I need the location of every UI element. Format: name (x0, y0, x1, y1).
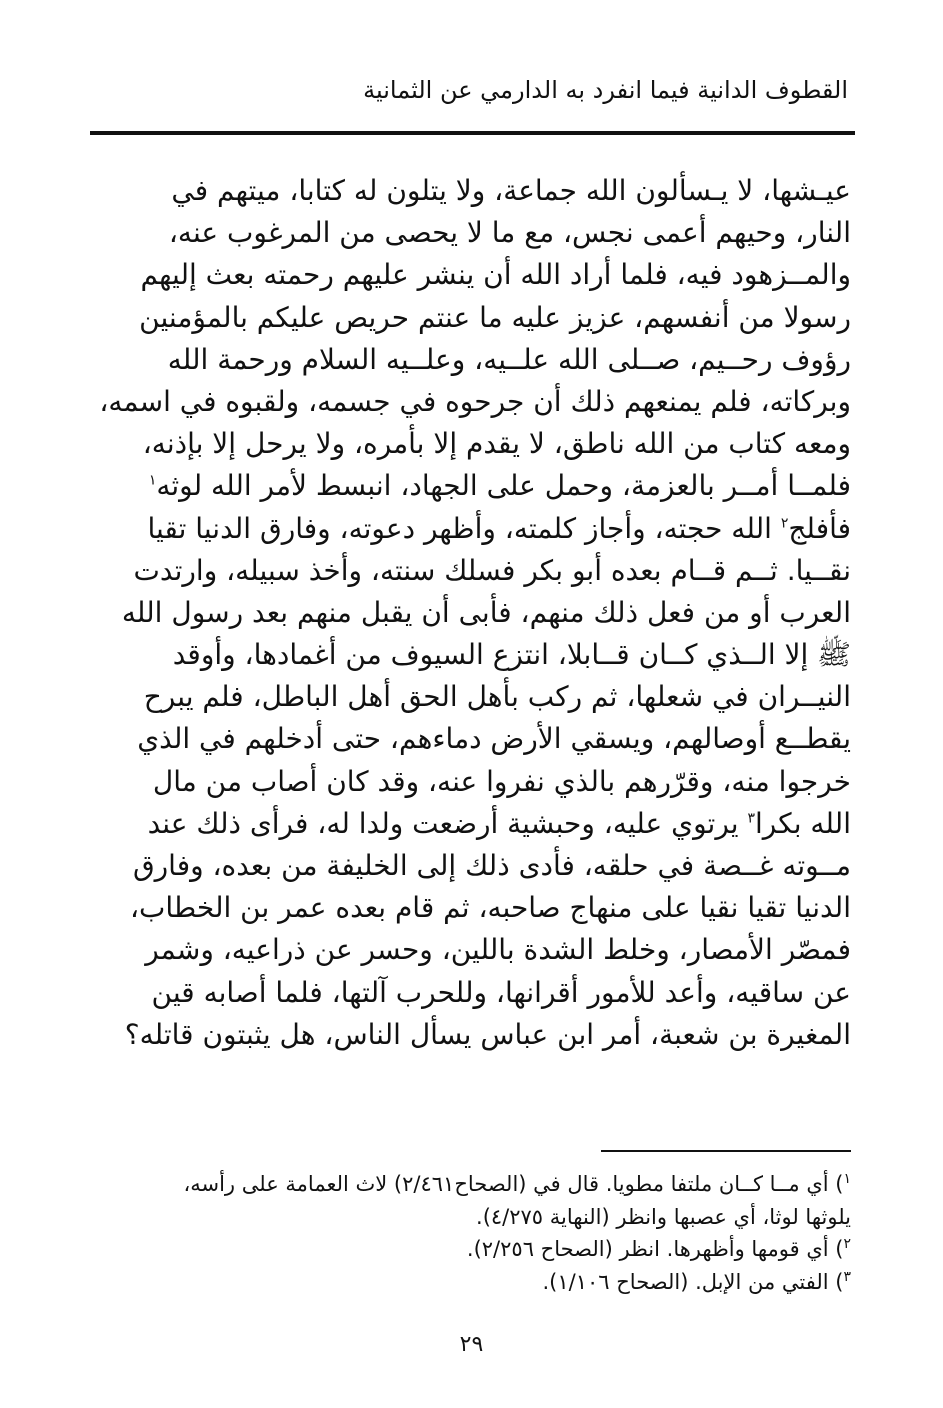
footnote-ref-2[interactable]: ٢ (780, 515, 789, 532)
body-line: عن ساقيه، وأعد للأمور أقرانها، وللحرب آلتها، فلما أصابه قين (151, 975, 851, 1009)
body-line: الله بكرا$^٣$ يرتوي عليه، وحبشية أرضعت ولدا له، فرأى ذلك عند (147, 806, 851, 840)
body-line: فأفلج$^٢$ الله حجته، وأجاز كلمته، وأظهر دعوته، وفارق الدنيا تقيا (147, 511, 851, 545)
footnote-1-continued: يلوثها لوثا، أي عصبها وانظر (النهاية ٤/٢٧٥). (476, 1204, 851, 1229)
footnote-3: $^٣$) الفتي من الإبل. (الصحاح ١/١٠٦). (542, 1268, 851, 1294)
footnote-marker-3: ٣ (843, 1268, 851, 1285)
body-line: يقطــع أوصالهم، ويسقي الأرض دماءهم، حتى أدخلهم في الذي (137, 722, 851, 756)
footnote-rule (601, 1150, 851, 1152)
header-rule (90, 131, 855, 135)
body-line: والمــزهود فيه، فلما أراد الله أن ينشر عليهم رحمته بعث إليهم (140, 258, 851, 292)
footnotes (89, 1168, 851, 1298)
body-line: وبركاته، فلم يمنعهم ذلك أن جرحوه في جسمه، ولقبوه في اسمه، (99, 384, 851, 418)
body-line: رسولا من أنفسهم، عزيز عليه ما عنتم حريص عليكم بالمؤمنين (139, 300, 851, 334)
body-line: عيـشها، لا يـسألون الله جماعة، ولا يتلون له كتابا، ميتهم في (171, 174, 851, 207)
body-line: مــوته غــصة في حلقه، فأدى ذلك إلى الخليفة من بعده، وفارق (132, 849, 851, 882)
footnote-ref-1[interactable]: ١ (148, 472, 157, 489)
body-line: العرب أو من فعل ذلك منهم، فأبى أن يقبل منهم بعد رسول الله (121, 595, 851, 629)
body-line: ومعه كتاب من الله ناطق، لا يقدم إلا بأمره، ولا يرحل إلا بإذنه، (142, 427, 851, 461)
body-line: الدنيا تقيا نقيا على منهاج صاحبه، ثم قام بعده عمر بن الخطاب، (129, 891, 851, 925)
footnote-ref-3[interactable]: ٣ (747, 810, 756, 827)
body-line: نقــيا. ثــم قــام بعده أبو بكر فسلك سنته، وأخذ سبيله، وارتدت (133, 553, 851, 587)
footnote-2: $^٢$) أي قومها وأظهرها. انظر (الصحاح ٢/٢٥٦). (466, 1236, 851, 1261)
book-title: القطوف الدانية فيما انفرد به الدارمي عن الثمانية (363, 76, 848, 104)
running-header (88, 70, 848, 110)
body-line: النيــران في شعلها، ثم ركب بأهل الحق أهل الباطل، فلم يبرح (143, 680, 851, 714)
body-line: فمصّر الأمصار، وخلط الشدة باللين، وحسر عن ذراعيه، وشمر (145, 933, 851, 967)
body-line: رؤوف رحــيم، صــلى الله علــيه، وعلــيه السلام ورحمة الله (167, 342, 851, 376)
body-text (89, 170, 851, 1056)
body-line: المغيرة بن شعبة، أمر ابن عباس يسأل الناس، هل يثبتون قاتله؟ (124, 1017, 851, 1051)
body-line: ﷺ إلا الــذي كــان قــابلا، انتزع السيوف من أغمادها، وأوقد (172, 638, 851, 672)
body-line: فلمــا أمــر بالعزمة، وحمل على الجهاد، انبسط لأمر الله لوثه$^١$ (148, 469, 851, 503)
footnote-marker-1: ١ (843, 1171, 851, 1187)
page-number: ٢٩ (459, 1332, 484, 1357)
footnote-1: $^١$) أي مــا كــان ملتفا مطويا. قال في (الصحاح٢/٤٦١) لاث العمامة على رأسه، (183, 1171, 851, 1196)
body-line: النار، وحيهم أعمى نجس، مع ما لا يحصى من المرغوب عنه، (168, 216, 851, 250)
footnote-marker-2: ٢ (843, 1236, 851, 1252)
body-line: خرجوا منه، وقرّرهم بالذي نفروا عنه، وقد كان أصاب من مال (152, 764, 851, 798)
